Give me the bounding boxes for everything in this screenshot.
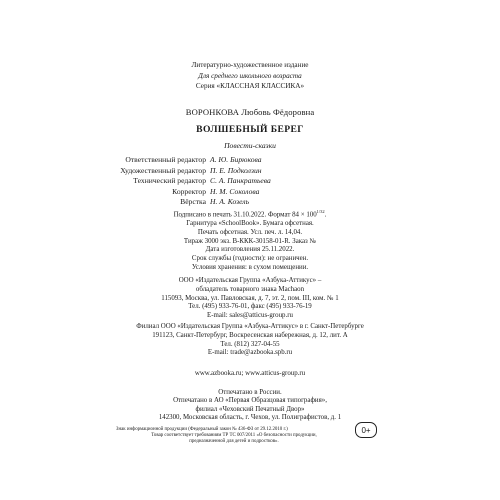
print-type: Печать офсетная. Усл. печ. л. 14,04. — [197, 228, 303, 236]
service-life: Срок службы (годности): не ограничен. — [191, 255, 309, 263]
edition-series: Серия «КЛАССНАЯ КЛАССИКА» — [195, 82, 305, 90]
edition-type: Литературно-художественное издание — [191, 61, 309, 69]
printer-address: 142300, Московская область, г. Чехов, ул. Полиграфистов, д. 1 — [158, 414, 342, 422]
book-subtitle: Повести-сказки — [224, 141, 276, 150]
filial-address: 191123, Санкт-Петербург, Воскресенская набережная, д. 12, лит. А — [152, 331, 348, 339]
manufacture-date: Дата изготовления 25.11.2022. — [205, 246, 295, 254]
credit-row — [120, 187, 380, 198]
typeface-paper: Гарнитура «SchoolBook». Бумага офсетная. — [186, 220, 314, 228]
format-fraction: 1/32 — [316, 209, 325, 214]
credit-name: А. Ю. Бирюкова — [210, 155, 262, 164]
publisher-name: ООО «Издательская Группа «Азбука-Аттикус» – — [178, 277, 322, 284]
book-author: ВОРОНКОВА Любовь Фёдоровна — [185, 107, 315, 117]
printed-country: Отпечатано в России. — [218, 389, 282, 396]
credit-row — [120, 166, 380, 177]
storage-conditions: Условия хранения: в сухом помещении. — [191, 264, 309, 272]
printer-block — [0, 389, 500, 423]
publisher-owner: обладатель товарного знака Machaon — [195, 285, 305, 293]
signed-end: . — [324, 211, 327, 219]
publisher-address: 115093, Москва, ул. Павловская, д. 7, эт. 2, пом. III, ком. № 1 — [161, 294, 339, 302]
info-product-sign — [116, 427, 352, 445]
credits-list — [120, 155, 380, 208]
credit-name: П. Е. Подколзин — [210, 165, 262, 175]
sign-law: Знак информационной продукции (Федеральный закон № 436-ФЗ от 29.12.2010 г.) — [116, 427, 288, 432]
print-details — [0, 208, 500, 273]
publisher-phone: Тел. (495) 933-76-01, факс (495) 933-76-19 — [188, 303, 312, 311]
credit-row — [120, 155, 380, 166]
credit-row — [120, 176, 380, 187]
filial-block — [0, 323, 500, 358]
book-title: ВОЛШЕБНЫЙ БЕРЕГ — [196, 124, 304, 135]
print-run: Тираж 3000 экз. В-ККК-30158-01-R. Заказ № — [183, 237, 317, 245]
web-links: www.azbooka.ru; www.atticus-group.ru — [194, 370, 306, 377]
sign-conformity: Товар соответствует требованиям ТР ТС 007/2011 «О безопасности продукции, — [151, 433, 317, 438]
credit-name: С. А. Панкратьева — [210, 176, 271, 186]
age-rating-badge: 0+ — [355, 422, 377, 438]
filial-phone: Тел. (812) 327-04-55 — [220, 340, 280, 348]
signed-for-print — [0, 208, 500, 220]
publisher-block — [0, 277, 500, 321]
edition-audience: Для среднего школьного возраста — [198, 71, 302, 80]
credit-role: Технический редактор — [133, 176, 206, 186]
signed-text: Подписано в печать 31.10.2022. Формат 84 × 100 — [173, 211, 317, 219]
publisher-email: E-mail: sales@atticus-group.ru — [207, 312, 293, 320]
credit-role: Ответственный редактор — [125, 155, 206, 164]
credit-row — [120, 197, 380, 208]
printed-by: Отпечатано в АО «Первая Образцовая типография», — [173, 397, 327, 405]
credit-role: Вёрстка — [180, 197, 206, 207]
filial-email: E-mail: trade@azbooka.spb.ru — [207, 349, 293, 357]
credit-role: Художественный редактор — [120, 165, 206, 175]
filial-name: Филиал ООО «Издательская Группа «Азбука-Аттикус» в г. Санкт-Петербурге — [136, 323, 364, 330]
sign-conformity-end: предназначенной для детей и подростков». — [189, 439, 279, 444]
credit-name: Н. М. Соколова — [210, 186, 260, 196]
edition-info — [0, 60, 500, 92]
credit-name: Н. А. Козель — [210, 197, 250, 207]
printer-branch: филиал «Чеховский Печатный Двор» — [195, 405, 305, 413]
credit-role: Корректор — [172, 186, 206, 196]
